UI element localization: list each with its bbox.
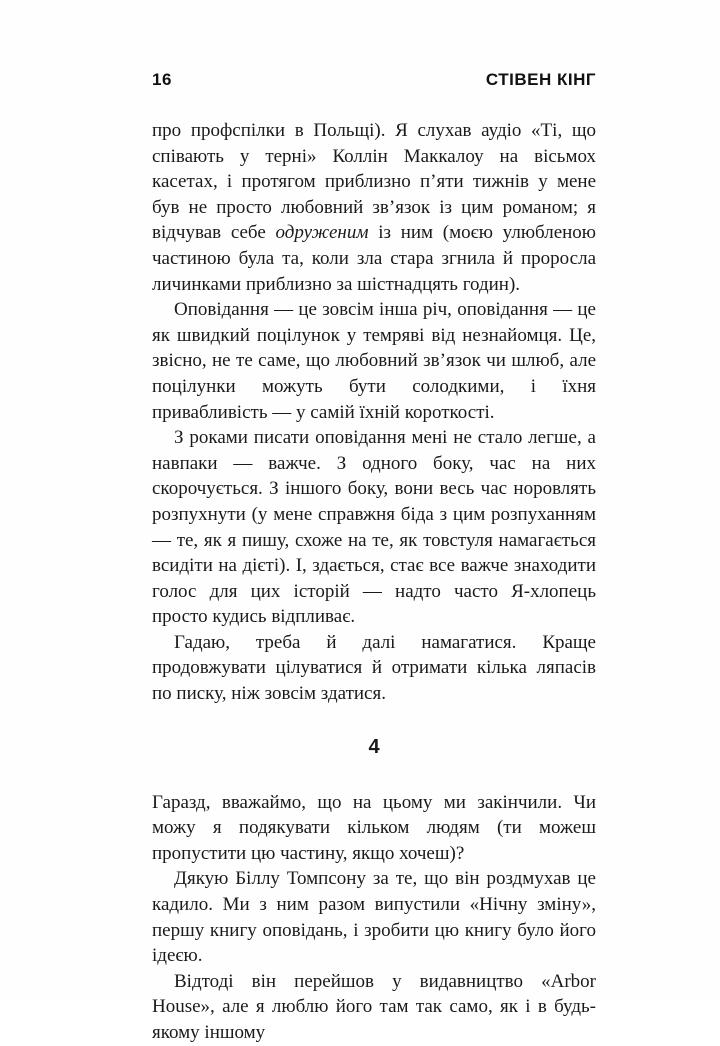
author-name: СТІВЕН КІНГ — [485, 70, 596, 89]
paragraph-4: Гадаю, треба й далі намагатися. Краще продовжувати цілуватися й отримати кілька ляпасів по писку, ніж зовсім здатися. — [152, 631, 596, 705]
body-text — [152, 118, 596, 1046]
paragraph-5: Гаразд, вважаймо, що на цьому ми закінчили. Чи можу я подякувати кільком людям (ти можеш пропустити цю частину, якщо хочеш)? — [152, 791, 596, 864]
section-number: 4 — [368, 735, 380, 758]
paragraph-2: Оповідання — це зовсім інша річ, оповідання — це як швидкий поцілунок у темряві від незнайомця. Це, звісно, не те саме, що любовний зв’язок чи шлюб, але поцілунки можуть бути солодкими, і їхня привабливість — у самій їхній короткості. — [152, 299, 596, 423]
paragraph-6: Дякую Біллу Томпсону за те, що він роздмухав це кадило. Ми з ним разом випустили «Нічну зміну», першу книгу оповідань, і зробити цю книгу було його ідеєю. — [152, 868, 596, 967]
paragraph-1-part-b: із ним (моєю улюбленою частиною була та, коли зла стара згнила й проросла личинками приблизно за шістнадцять годин). — [152, 222, 596, 295]
paragraph-7: Відтоді він перейшов у видавництво «Arbor House», але я люблю його там так само, як і в будь-якому іншому — [152, 970, 596, 1043]
paragraph-1 — [152, 118, 596, 297]
running-head — [152, 70, 596, 92]
page-number: 16 — [152, 70, 172, 89]
emphasis-word: одруженим — [275, 222, 369, 244]
paragraph-1-part-a: про профспілки в Польщі). Я слухав аудіо «Ті, що співають у терні» Коллін Маккалоу на вісьмох касетах, і протягом приблизно п’яти тижнів у мене був не просто любовний зв’язок із цим романом; я відчував себе — [152, 120, 596, 244]
paragraph-3: З роками писати оповідання мені не стало легше, а навпаки — важче. З одного боку, час на них скорочується. З іншого боку, вони весь час норовлять розпухнути (у мене справжня біда з цим розпуханням — те, як я пишу, схоже на те, як товстуля намагається всидіти на дієті). І, здається, стає все важче знаходити голос для цих історій — надто часто Я-хлопець просто кудись відпливає. — [152, 427, 596, 628]
